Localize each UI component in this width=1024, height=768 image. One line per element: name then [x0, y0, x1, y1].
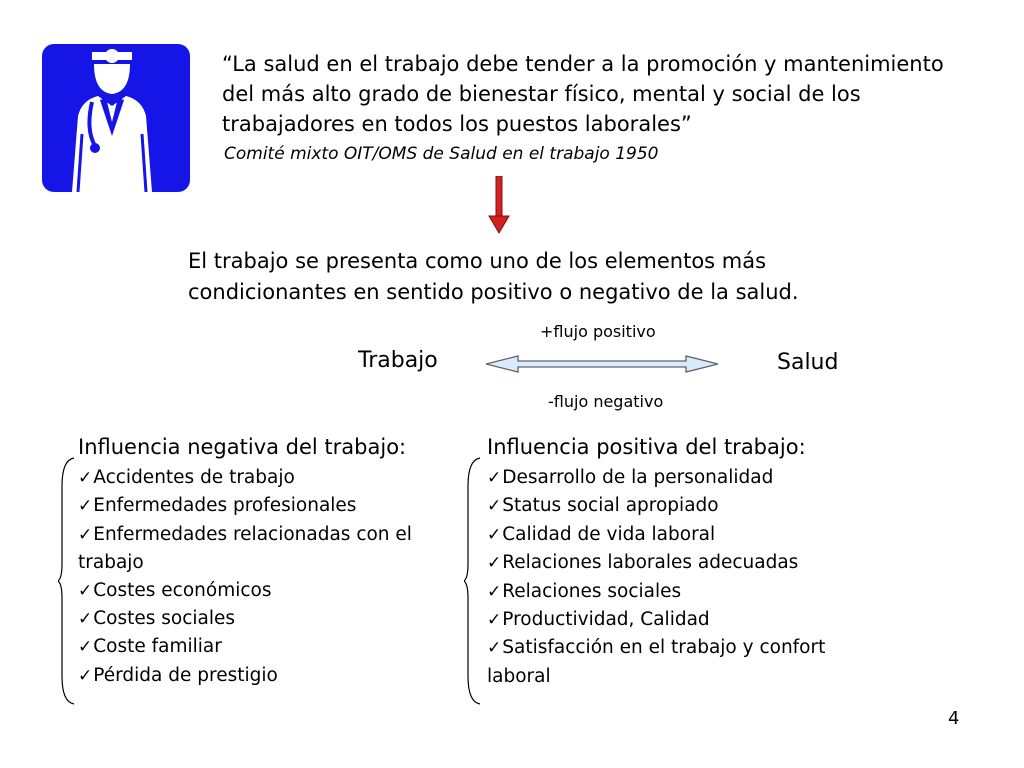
- checkmark-icon: ✓: [487, 581, 502, 602]
- arrow-down-icon: [488, 176, 510, 234]
- checkmark-icon: ✓: [487, 553, 502, 574]
- term-trabajo: Trabajo: [358, 348, 438, 373]
- checkmark-icon: ✓: [78, 665, 93, 686]
- checkmark-icon: ✓: [78, 609, 93, 630]
- list-item: ✓Relaciones sociales: [487, 580, 682, 602]
- checkmark-icon: ✓: [487, 496, 502, 517]
- negative-influence-title: Influencia negativa del trabajo:: [78, 435, 407, 459]
- positive-flow-label: +flujo positivo: [540, 322, 656, 341]
- list-item: ✓Satisfacción en el trabajo y confort laboral: [487, 637, 826, 687]
- checkmark-icon: ✓: [78, 580, 93, 601]
- checkmark-icon: ✓: [487, 524, 502, 545]
- quote-source: Comité mixto OIT/OMS de Salud en el trabajo 1950: [224, 144, 659, 164]
- positive-influence-title: Influencia positiva del trabajo:: [487, 435, 806, 459]
- list-item: ✓Productividad, Calidad: [487, 609, 710, 631]
- list-item: ✓Calidad de vida laboral: [487, 523, 716, 545]
- list-item: ✓Enfermedades relacionadas con el trabajo: [78, 523, 412, 574]
- left-brace: [58, 456, 76, 706]
- right-brace: [464, 456, 482, 706]
- checkmark-icon: ✓: [78, 637, 93, 658]
- list-item: ✓Enfermedades profesionales: [78, 495, 357, 517]
- quote-text: “La salud en el trabajo debe tender a la promoción y mantenimiento del más alto grado de bienestar físico, mental y social de los trabajadores en todos los puestos laborales”: [222, 52, 944, 136]
- list-item: ✓Status social apropiado: [487, 495, 719, 517]
- checkmark-icon: ✓: [487, 610, 502, 631]
- list-item: ✓Accidentes de trabajo: [78, 467, 295, 488]
- term-salud: Salud: [777, 350, 839, 375]
- double-arrow-icon: [484, 353, 720, 375]
- statement-text: El trabajo se presenta como uno de los elementos más condicionantes en sentido positivo o negativo de la salud.: [188, 249, 799, 304]
- checkmark-icon: ✓: [78, 468, 93, 488]
- negative-influence-list: [78, 464, 433, 690]
- page-number: 4: [948, 708, 960, 729]
- list-item: ✓Relaciones laborales adecuadas: [487, 552, 799, 574]
- list-item: ✓Costes sociales: [78, 608, 236, 630]
- positive-influence-list: [487, 464, 862, 690]
- list-item: ✓Pérdida de prestigio: [78, 664, 278, 686]
- checkmark-icon: ✓: [78, 524, 93, 545]
- checkmark-icon: ✓: [487, 468, 502, 488]
- list-item: ✓Coste familiar: [78, 636, 222, 658]
- list-item: ✓Desarrollo de la personalidad: [487, 467, 774, 488]
- checkmark-icon: ✓: [78, 496, 93, 517]
- list-item: ✓Costes económicos: [78, 579, 272, 601]
- checkmark-icon: ✓: [487, 638, 502, 659]
- doctor-icon: [42, 44, 190, 192]
- negative-flow-label: -flujo negativo: [548, 392, 664, 411]
